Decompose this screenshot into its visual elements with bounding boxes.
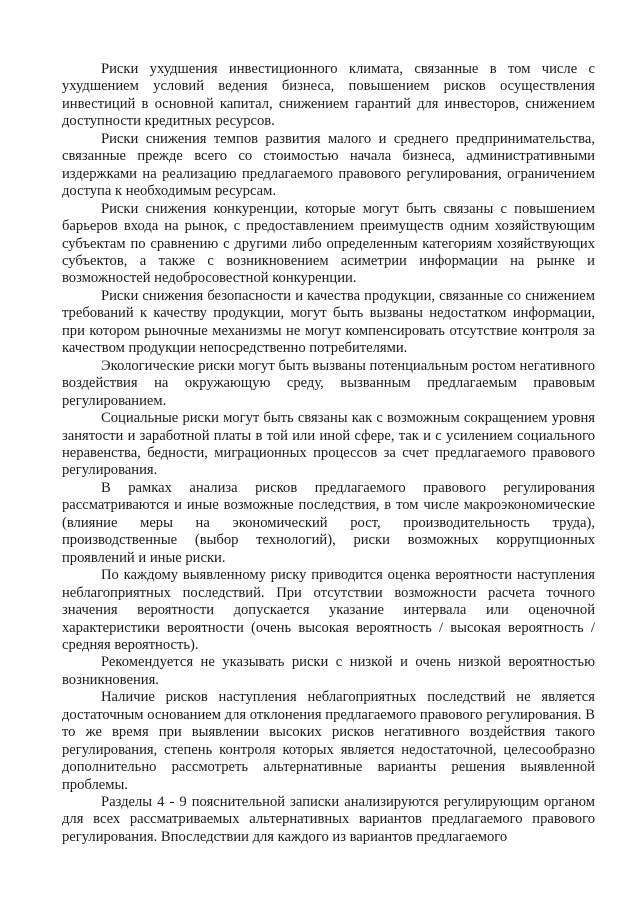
paragraph-social-risks: Социальные риски могут быть связаны как с возможным сокращением уровня занятости и заработной платы в той или иной сфере, так и с усилением социального неравенства, бедности, миграционных процессов за счет предлагаемого правового регулирования. bbox=[62, 410, 595, 479]
paragraph-environmental-risks: Экологические риски могут быть вызваны потенциальным ростом негативного воздействия на окружающую среду, вызванным предлагаемым правовым регулированием. bbox=[62, 357, 595, 409]
paragraph-probability-assessment: По каждому выявленному риску приводится оценка вероятности наступления неблагоприятных последствий. При отсутствии возможности расчета точного значения вероятности допускается указание интервала или оценочной характеристики вероятности (очень высокая вероятность / высокая вероятность / средняя вероятность). bbox=[62, 567, 595, 653]
paragraph-alternatives-note: Наличие рисков наступления неблагоприятных последствий не является достаточным основанием для отклонения предлагаемого правового регулирования. В то же время при выявлении высоких рисков негативного воздействия такого регулирования, степень контроля которых является недостаточной, целесообразно дополнительно рассмотреть альтернативные варианты решения выявленной проблемы. bbox=[62, 689, 595, 793]
document-page bbox=[62, 61, 595, 846]
paragraph-other-consequences: В рамках анализа рисков предлагаемого правового регулирования рассматриваются и иные возможные последствия, в том числе макроэкономические (влияние меры на экономический рост, производительность труда), производственные (выбор технологий), риски возможных коррупционных проявлений и иные риски. bbox=[62, 479, 595, 566]
paragraph-competition-risks: Риски снижения конкуренции, которые могут быть связаны с повышением барьеров входа на рынок, с предоставлением преимуществ одним хозяйствующим субъектам по сравнению с другими либо определенным категориям хозяйствующих субъектов, а также с возникновением асиметрии информации на рынке и возможностей недобросовестной конкуренции. bbox=[62, 200, 595, 287]
paragraph-low-probability-note: Рекомендуется не указывать риски с низкой и очень низкой вероятностью возникновения. bbox=[62, 654, 595, 688]
paragraph-small-business-risks: Риски снижения темпов развития малого и среднего предпринимательства, связанные прежде всего со стоимостью начала бизнеса, административными издержками на реализацию предлагаемого правового регулирования, ограничением доступа к необходимым ресурсам. bbox=[62, 130, 595, 200]
paragraph-product-safety-risks: Риски снижения безопасности и качества продукции, связанные со снижением требований к качеству продукции, могут быть вызваны недостатком информации, при котором рыночные механизмы не могут компенсировать отсутствие контроля за качеством продукции непосредственно потребителями. bbox=[62, 287, 595, 357]
paragraph-sections-analysis: Разделы 4 - 9 пояснительной записки анализируются регулирующим органом для всех рассматриваемых альтернативных вариантов предлагаемого правового регулирования. Впоследствии для каждого из вариантов предлагаемого bbox=[62, 794, 595, 845]
paragraph-investment-climate-risks: Риски ухудшения инвестиционного климата, связанные в том числе с ухудшением условий ведения бизнеса, повышением рисков осуществления инвестиций в основной капитал, снижением гарантий для инвесторов, снижением доступности кредитных ресурсов. bbox=[62, 61, 595, 130]
